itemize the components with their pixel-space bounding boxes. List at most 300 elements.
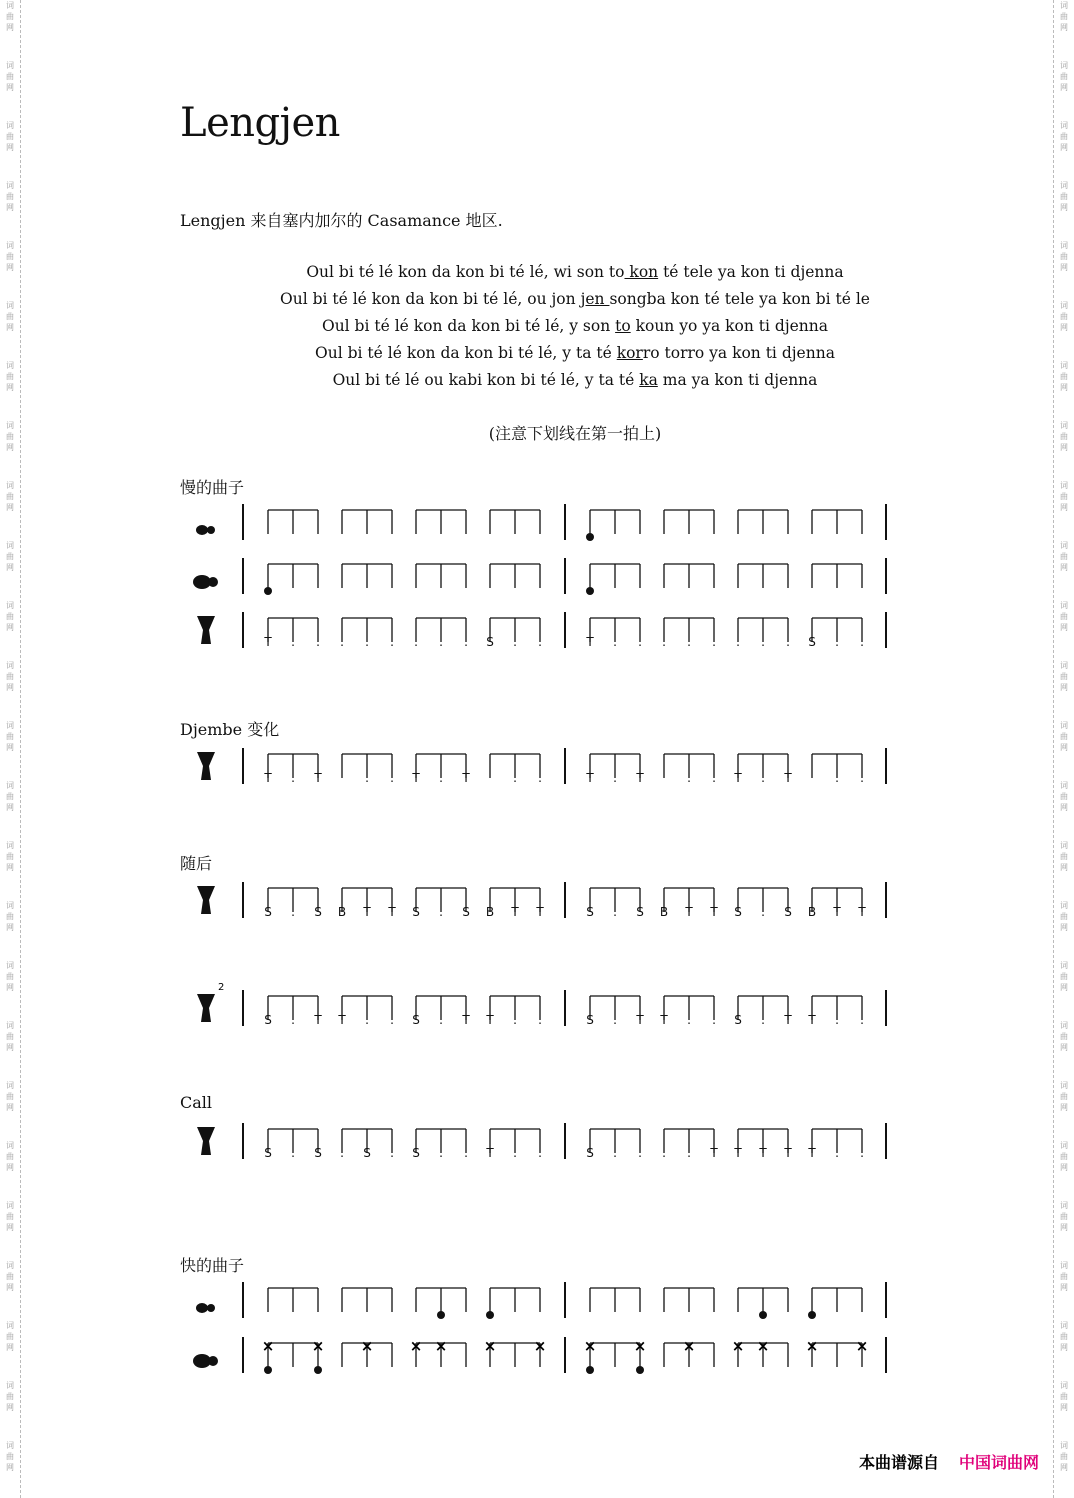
watermark-char: 词 bbox=[6, 1321, 14, 1330]
note-dot bbox=[636, 1366, 644, 1374]
section-title-djembe-variation: Djembe 变化 bbox=[180, 720, 280, 739]
note-rest: . bbox=[613, 771, 617, 785]
watermark-char: 曲 bbox=[6, 372, 14, 381]
watermark-char: 网 bbox=[6, 23, 14, 32]
note-dot bbox=[486, 1311, 494, 1319]
note-rest: . bbox=[860, 635, 864, 649]
note-rest: . bbox=[513, 635, 517, 649]
note-rest: . bbox=[291, 635, 295, 649]
note-rest: . bbox=[613, 1013, 617, 1027]
djembe-icon bbox=[197, 616, 215, 644]
page-title: Lengjen bbox=[180, 100, 340, 146]
watermark-char: 词 bbox=[1060, 1141, 1068, 1150]
djembe-icon bbox=[197, 1127, 215, 1155]
note-stroke: S bbox=[412, 1013, 420, 1027]
watermark-char: 曲 bbox=[6, 672, 14, 681]
watermark-char: 网 bbox=[1060, 983, 1068, 992]
note-stroke: S bbox=[314, 905, 322, 919]
note-dot bbox=[314, 1366, 322, 1374]
watermark-char: 网 bbox=[1060, 1103, 1068, 1112]
watermark-char: 词 bbox=[1060, 841, 1068, 850]
watermark-char: 网 bbox=[6, 563, 14, 572]
note-stroke: S bbox=[363, 1146, 371, 1160]
note-stroke: T bbox=[314, 1013, 322, 1027]
watermark-char: 词 bbox=[1060, 1, 1068, 10]
note-rest: . bbox=[860, 1013, 864, 1027]
watermark-char: 曲 bbox=[1060, 192, 1068, 201]
watermark-char: 词 bbox=[6, 541, 14, 550]
watermark-char: 曲 bbox=[1060, 1092, 1068, 1101]
watermark-char: 网 bbox=[6, 683, 14, 692]
watermark-char: 曲 bbox=[1060, 432, 1068, 441]
note-stroke: T bbox=[759, 1146, 767, 1160]
note-stroke: T bbox=[833, 905, 841, 919]
watermark-char: 词 bbox=[1060, 421, 1068, 430]
watermark-char: 网 bbox=[1060, 623, 1068, 632]
watermark-char: 网 bbox=[6, 1043, 14, 1052]
watermark-char: 词 bbox=[6, 1441, 14, 1450]
note-rest: . bbox=[439, 1013, 443, 1027]
note-stroke: S bbox=[412, 1146, 420, 1160]
note-rest: . bbox=[390, 1013, 394, 1027]
watermark-char: 曲 bbox=[1060, 552, 1068, 561]
watermark-char: 词 bbox=[1060, 781, 1068, 790]
note-cross: × bbox=[533, 1337, 547, 1355]
watermark-char: 曲 bbox=[1060, 672, 1068, 681]
watermark-char: 词 bbox=[1060, 661, 1068, 670]
watermark-char: 词 bbox=[6, 721, 14, 730]
note-rest: . bbox=[439, 635, 443, 649]
watermark-char: 曲 bbox=[6, 912, 14, 921]
watermark-char: 词 bbox=[6, 601, 14, 610]
watermark-char: 曲 bbox=[1060, 792, 1068, 801]
note-rest: . bbox=[687, 1013, 691, 1027]
note-cross: × bbox=[434, 1337, 448, 1355]
watermark-char: 网 bbox=[1060, 743, 1068, 752]
note-stroke: B bbox=[659, 905, 669, 919]
watermark-char: 网 bbox=[1060, 923, 1068, 932]
note-rest: . bbox=[613, 1146, 617, 1160]
watermark-char: 网 bbox=[1060, 1043, 1068, 1052]
note-stroke: S bbox=[264, 1146, 272, 1160]
note-rest: . bbox=[513, 1013, 517, 1027]
note-stroke: T bbox=[338, 1013, 346, 1027]
watermark-char: 网 bbox=[6, 1283, 14, 1292]
note-rest: . bbox=[638, 635, 642, 649]
note-stroke: T bbox=[586, 635, 594, 649]
dundun-icon-head bbox=[208, 577, 218, 587]
watermark-char: 词 bbox=[6, 841, 14, 850]
watermark-char: 词 bbox=[6, 181, 14, 190]
watermark-char: 词 bbox=[1060, 181, 1068, 190]
watermark-char: 曲 bbox=[1060, 972, 1068, 981]
note-rest: . bbox=[513, 1146, 517, 1160]
watermark-char: 曲 bbox=[6, 1272, 14, 1281]
watermark-char: 词 bbox=[1060, 1441, 1068, 1450]
section-title-fast: 快的曲子 bbox=[180, 1256, 245, 1275]
watermark-char: 网 bbox=[1060, 83, 1068, 92]
note-rest: . bbox=[638, 1146, 642, 1160]
note-rest: . bbox=[291, 905, 295, 919]
note-rest: . bbox=[538, 1013, 542, 1027]
watermark-char: 曲 bbox=[6, 972, 14, 981]
note-stroke: T bbox=[636, 771, 644, 785]
watermark-char: 曲 bbox=[6, 612, 14, 621]
watermark-char: 词 bbox=[6, 61, 14, 70]
note-stroke: T bbox=[808, 1013, 816, 1027]
note-rest: . bbox=[860, 771, 864, 785]
watermark-char: 词 bbox=[1060, 1081, 1068, 1090]
note-stroke: S bbox=[808, 635, 816, 649]
note-stroke: T bbox=[710, 905, 718, 919]
note-stroke: T bbox=[784, 1146, 792, 1160]
note-dot bbox=[808, 1311, 816, 1319]
note-rest: . bbox=[712, 1013, 716, 1027]
watermark-char: 词 bbox=[1060, 601, 1068, 610]
note-stroke: T bbox=[808, 1146, 816, 1160]
note-rest: . bbox=[662, 635, 666, 649]
watermark-char: 词 bbox=[6, 901, 14, 910]
watermark-char: 曲 bbox=[6, 1332, 14, 1341]
section-title-slow: 慢的曲子 bbox=[180, 478, 245, 497]
note-rest: . bbox=[291, 771, 295, 785]
footer-credit bbox=[859, 1450, 1039, 1473]
note-stroke: T bbox=[536, 905, 544, 919]
note-rest: . bbox=[662, 1146, 666, 1160]
watermark-char: 曲 bbox=[6, 1452, 14, 1461]
note-rest: . bbox=[414, 635, 418, 649]
watermark-char: 曲 bbox=[6, 1092, 14, 1101]
djembe-icon bbox=[197, 886, 215, 914]
note-rest: . bbox=[390, 771, 394, 785]
note-rest: . bbox=[687, 1146, 691, 1160]
lyric-line: Oul bi té lé kon da kon bi té lé, y son to koun yo ya kon ti djenna bbox=[321, 317, 829, 335]
watermark-char: 网 bbox=[1060, 803, 1068, 812]
watermark-char: 网 bbox=[1060, 1343, 1068, 1352]
note-rest: . bbox=[835, 1013, 839, 1027]
watermark-char: 词 bbox=[1060, 121, 1068, 130]
note-stroke: T bbox=[511, 905, 519, 919]
note-stroke: S bbox=[586, 1146, 594, 1160]
intro-text: Lengjen 来自塞内加尔的 Casamance 地区. bbox=[180, 211, 503, 230]
note-rest: . bbox=[538, 771, 542, 785]
note-stroke: T bbox=[734, 771, 742, 785]
note-stroke: S bbox=[734, 1013, 742, 1027]
watermark-char: 曲 bbox=[1060, 852, 1068, 861]
watermark-char: 网 bbox=[1060, 503, 1068, 512]
note-dot bbox=[264, 1366, 272, 1374]
note-stroke: S bbox=[636, 905, 644, 919]
footer-source-label: 本曲谱源自 bbox=[858, 1453, 939, 1472]
note-rest: . bbox=[538, 635, 542, 649]
note-stroke: T bbox=[412, 771, 420, 785]
watermark-char: 词 bbox=[1060, 61, 1068, 70]
watermark-char: 网 bbox=[1060, 143, 1068, 152]
note-cross: × bbox=[756, 1337, 770, 1355]
note-rest: . bbox=[538, 1146, 542, 1160]
note-rest: . bbox=[687, 635, 691, 649]
watermark-char: 词 bbox=[1060, 721, 1068, 730]
watermark-char: 词 bbox=[1060, 541, 1068, 550]
watermark-char: 曲 bbox=[6, 72, 14, 81]
note-cross: × bbox=[633, 1337, 647, 1355]
note-cross: × bbox=[855, 1337, 869, 1355]
watermark-char: 网 bbox=[1060, 1163, 1068, 1172]
note-rest: . bbox=[761, 771, 765, 785]
watermark-char: 曲 bbox=[6, 1392, 14, 1401]
note-rest: . bbox=[613, 635, 617, 649]
note-rest: . bbox=[464, 635, 468, 649]
watermark-char: 网 bbox=[6, 743, 14, 752]
watermark-char: 曲 bbox=[6, 1032, 14, 1041]
watermark-char: 曲 bbox=[6, 1212, 14, 1221]
lyric-line: Oul bi té lé kon da kon bi té lé, y ta té korro torro ya kon ti djenna bbox=[315, 344, 835, 362]
note-rest: . bbox=[390, 635, 394, 649]
watermark-char: 词 bbox=[1060, 901, 1068, 910]
watermark-char: 网 bbox=[1060, 683, 1068, 692]
watermark-char: 词 bbox=[6, 961, 14, 970]
djembe-icon bbox=[197, 994, 215, 1022]
note-rest: . bbox=[761, 635, 765, 649]
watermark-char: 网 bbox=[1060, 23, 1068, 32]
note-stroke: S bbox=[486, 635, 494, 649]
note-stroke: T bbox=[462, 1013, 470, 1027]
section-title-call: Call bbox=[180, 1093, 213, 1112]
watermark-char: 网 bbox=[6, 263, 14, 272]
watermark-char: 曲 bbox=[1060, 132, 1068, 141]
watermark-char: 词 bbox=[6, 1201, 14, 1210]
watermark-char: 网 bbox=[6, 203, 14, 212]
watermark-char: 词 bbox=[6, 1141, 14, 1150]
note-stroke: T bbox=[314, 771, 322, 785]
note-stroke: T bbox=[710, 1146, 718, 1160]
watermark-char: 网 bbox=[6, 803, 14, 812]
note-rest: . bbox=[291, 1013, 295, 1027]
watermark-char: 网 bbox=[6, 143, 14, 152]
note-rest: . bbox=[365, 771, 369, 785]
watermark-char: 曲 bbox=[6, 552, 14, 561]
note-rest: . bbox=[439, 905, 443, 919]
watermark-char: 词 bbox=[6, 481, 14, 490]
note-stroke: T bbox=[486, 1013, 494, 1027]
note-stroke: S bbox=[586, 905, 594, 919]
note-rest: . bbox=[835, 635, 839, 649]
watermark-char: 网 bbox=[1060, 1463, 1068, 1472]
watermark-char: 词 bbox=[6, 361, 14, 370]
note-rest: . bbox=[761, 905, 765, 919]
watermark-char: 网 bbox=[1060, 563, 1068, 572]
watermark-char: 网 bbox=[6, 983, 14, 992]
watermark-char: 曲 bbox=[1060, 1452, 1068, 1461]
watermark-char: 网 bbox=[1060, 863, 1068, 872]
note-rest: . bbox=[340, 635, 344, 649]
note-stroke: S bbox=[314, 1146, 322, 1160]
watermark-char: 曲 bbox=[6, 732, 14, 741]
watermark-char: 词 bbox=[6, 1021, 14, 1030]
note-rest: . bbox=[860, 1146, 864, 1160]
note-cross: × bbox=[311, 1337, 325, 1355]
note-rest: . bbox=[291, 1146, 295, 1160]
note-rest: . bbox=[513, 771, 517, 785]
watermark-char: 网 bbox=[1060, 383, 1068, 392]
note-cross: × bbox=[583, 1337, 597, 1355]
note-stroke: B bbox=[807, 905, 817, 919]
note-rest: . bbox=[786, 635, 790, 649]
watermark-char: 曲 bbox=[1060, 312, 1068, 321]
note-rest: . bbox=[464, 1146, 468, 1160]
note-stroke: T bbox=[363, 905, 371, 919]
watermark-char: 曲 bbox=[1060, 612, 1068, 621]
note-cross: × bbox=[682, 1337, 696, 1355]
note-rest: . bbox=[736, 635, 740, 649]
watermark-char: 网 bbox=[6, 1163, 14, 1172]
watermark-char: 网 bbox=[1060, 1403, 1068, 1412]
djembe-icon bbox=[197, 752, 215, 780]
note-dot bbox=[759, 1311, 767, 1319]
watermark-char: 曲 bbox=[6, 132, 14, 141]
watermark-char: 曲 bbox=[6, 1152, 14, 1161]
note-cross: × bbox=[360, 1337, 374, 1355]
watermark-char: 曲 bbox=[1060, 12, 1068, 21]
kenkeni-icon bbox=[196, 1303, 208, 1313]
lyric-line: Oul bi té lé kon da kon bi té lé, ou jon jen songba kon té tele ya kon bi té le bbox=[280, 290, 870, 308]
superscript-number: 2 bbox=[218, 982, 225, 993]
note-rest: . bbox=[712, 771, 716, 785]
note-stroke: T bbox=[486, 1146, 494, 1160]
watermark-char: 词 bbox=[1060, 1261, 1068, 1270]
section-title-then: 随后 bbox=[180, 854, 213, 873]
watermark-char: 词 bbox=[6, 661, 14, 670]
note-stroke: S bbox=[264, 1013, 272, 1027]
watermark-char: 曲 bbox=[1060, 1392, 1068, 1401]
watermark-char: 词 bbox=[6, 301, 14, 310]
watermark-char: 网 bbox=[6, 1463, 14, 1472]
watermark-char: 网 bbox=[6, 503, 14, 512]
note-rest: . bbox=[761, 1013, 765, 1027]
watermark-char: 网 bbox=[6, 623, 14, 632]
note-stroke: T bbox=[388, 905, 396, 919]
kenkeni-icon bbox=[196, 525, 208, 535]
note-stroke: S bbox=[734, 905, 742, 919]
watermark-char: 网 bbox=[6, 443, 14, 452]
watermark-char: 词 bbox=[1060, 241, 1068, 250]
note-stroke: T bbox=[858, 905, 866, 919]
lyric-line: Oul bi té lé kon da kon bi té lé, wi son to kon té tele ya kon ti djenna bbox=[306, 263, 844, 281]
note-rest: . bbox=[365, 635, 369, 649]
note-stroke: T bbox=[660, 1013, 668, 1027]
watermark-char: 词 bbox=[1060, 481, 1068, 490]
watermark-char: 词 bbox=[6, 121, 14, 130]
watermark-char: 曲 bbox=[6, 432, 14, 441]
watermark-char: 曲 bbox=[1060, 1032, 1068, 1041]
kenkeni-icon-head bbox=[207, 526, 215, 534]
watermark-char: 曲 bbox=[1060, 492, 1068, 501]
note-rest: . bbox=[613, 905, 617, 919]
note-rest: . bbox=[439, 1146, 443, 1160]
note-stroke: S bbox=[586, 1013, 594, 1027]
watermark-char: 网 bbox=[6, 923, 14, 932]
watermark-char: 词 bbox=[6, 1261, 14, 1270]
watermark-char: 网 bbox=[6, 83, 14, 92]
note-dot bbox=[264, 587, 272, 595]
watermark-char: 曲 bbox=[1060, 72, 1068, 81]
note-dot bbox=[586, 533, 594, 541]
kenkeni-icon-head bbox=[207, 1304, 215, 1312]
underline-note: (注意下划线在第一拍上) bbox=[488, 424, 662, 443]
watermark-char: 词 bbox=[1060, 1021, 1068, 1030]
note-dot bbox=[437, 1311, 445, 1319]
note-rest: . bbox=[687, 771, 691, 785]
watermark-char: 曲 bbox=[1060, 1272, 1068, 1281]
note-rest: . bbox=[712, 635, 716, 649]
note-stroke: S bbox=[412, 905, 420, 919]
note-stroke: S bbox=[784, 905, 792, 919]
note-stroke: T bbox=[586, 771, 594, 785]
watermark-char: 词 bbox=[1060, 361, 1068, 370]
watermark-char: 网 bbox=[1060, 203, 1068, 212]
watermark-char: 词 bbox=[6, 241, 14, 250]
watermark-char: 网 bbox=[1060, 263, 1068, 272]
lyric-line: Oul bi té lé ou kabi kon bi té lé, y ta té ka ma ya kon ti djenna bbox=[332, 371, 818, 389]
note-stroke: B bbox=[485, 905, 495, 919]
watermark-char: 曲 bbox=[1060, 252, 1068, 261]
note-stroke: T bbox=[685, 905, 693, 919]
note-rest: . bbox=[439, 771, 443, 785]
note-cross: × bbox=[731, 1337, 745, 1355]
watermark-char: 曲 bbox=[1060, 1152, 1068, 1161]
watermark-char: 网 bbox=[6, 863, 14, 872]
watermark-char: 曲 bbox=[6, 192, 14, 201]
note-cross: × bbox=[409, 1337, 423, 1355]
watermark-char: 网 bbox=[1060, 1283, 1068, 1292]
watermark-char: 词 bbox=[1060, 961, 1068, 970]
dundun-icon-head bbox=[208, 1356, 218, 1366]
watermark-char: 网 bbox=[1060, 1223, 1068, 1232]
note-stroke: S bbox=[462, 905, 470, 919]
watermark-char: 词 bbox=[6, 1381, 14, 1390]
note-rest: . bbox=[316, 635, 320, 649]
watermark-char: 曲 bbox=[6, 852, 14, 861]
note-stroke: B bbox=[337, 905, 347, 919]
watermark-char: 曲 bbox=[6, 312, 14, 321]
note-stroke: T bbox=[784, 1013, 792, 1027]
watermark-char: 词 bbox=[1060, 1201, 1068, 1210]
watermark-char: 网 bbox=[1060, 443, 1068, 452]
watermark-char: 曲 bbox=[1060, 1332, 1068, 1341]
watermark-char: 曲 bbox=[6, 12, 14, 21]
note-stroke: S bbox=[264, 905, 272, 919]
watermark-char: 曲 bbox=[1060, 732, 1068, 741]
note-rest: . bbox=[835, 1146, 839, 1160]
watermark-char: 曲 bbox=[1060, 372, 1068, 381]
watermark-char: 曲 bbox=[6, 492, 14, 501]
watermark-char: 词 bbox=[1060, 1321, 1068, 1330]
note-stroke: T bbox=[784, 771, 792, 785]
watermark-char: 曲 bbox=[6, 792, 14, 801]
note-stroke: T bbox=[264, 771, 272, 785]
watermark-char: 曲 bbox=[1060, 912, 1068, 921]
note-cross: × bbox=[805, 1337, 819, 1355]
watermark-char: 网 bbox=[6, 383, 14, 392]
note-cross: × bbox=[261, 1337, 275, 1355]
note-stroke: T bbox=[264, 635, 272, 649]
watermark-char: 网 bbox=[6, 1403, 14, 1412]
note-rest: . bbox=[390, 1146, 394, 1160]
watermark-char: 网 bbox=[6, 323, 14, 332]
watermark-char: 词 bbox=[6, 781, 14, 790]
watermark-char: 词 bbox=[1060, 1381, 1068, 1390]
note-rest: . bbox=[365, 1013, 369, 1027]
